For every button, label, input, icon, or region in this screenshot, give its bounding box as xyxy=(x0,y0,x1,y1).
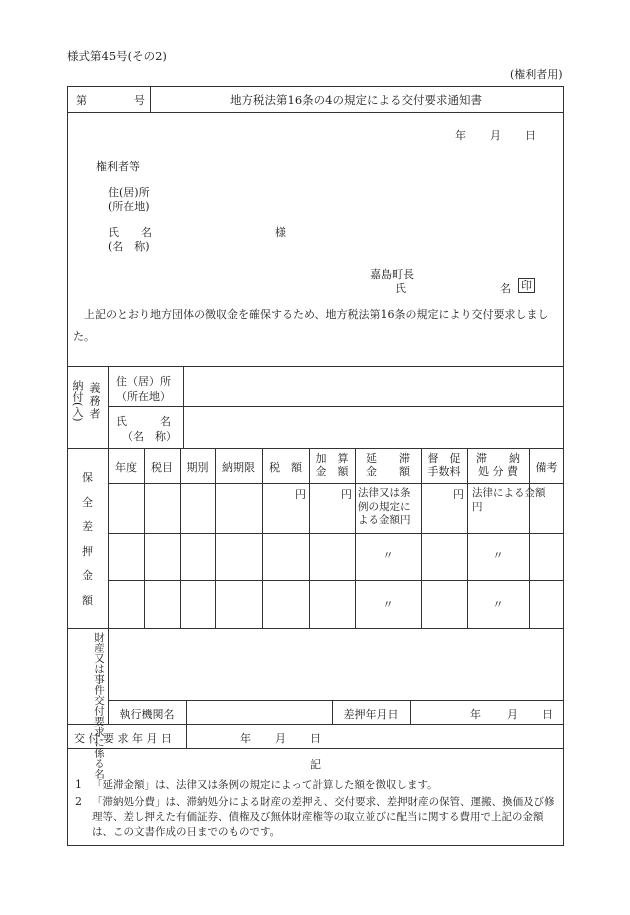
request-date-year: 年 xyxy=(240,732,251,745)
form-number: 様式第45号(その2) xyxy=(67,49,167,63)
rule xyxy=(529,448,530,628)
rule xyxy=(67,724,564,725)
rule xyxy=(150,86,151,112)
seal-mark xyxy=(518,278,535,293)
rule xyxy=(410,700,411,724)
rule xyxy=(67,628,564,629)
col-header-remarks: 備考 xyxy=(535,461,558,474)
agency-label: 執行機関名 xyxy=(119,708,175,721)
col-header-disposal-cost: 滞 納 処 分 費 xyxy=(476,452,520,478)
rule xyxy=(180,448,181,628)
seizure-char: 額 xyxy=(82,593,93,607)
usage-label: (権利者用) xyxy=(510,68,563,81)
payer-name-label: 氏 名 xyxy=(116,415,171,428)
property-label: 財産又は事件交付要求に係る名 xyxy=(93,632,105,779)
yen-reminder: 円 xyxy=(453,488,464,501)
rule xyxy=(67,112,564,113)
rule xyxy=(108,533,564,534)
ditto-mark: 〃 xyxy=(492,549,504,562)
rule xyxy=(108,580,564,581)
document-title: 地方税法第16条の4の規定による交付要求通知書 xyxy=(230,93,482,107)
recipient-address-sub: (所在地) xyxy=(108,200,150,213)
col-header-tax-amount: 税 額 xyxy=(269,461,302,474)
seizure-char: 差 xyxy=(82,520,93,533)
seizure-char: 押 xyxy=(82,544,93,558)
yen-additional: 円 xyxy=(341,488,352,501)
ditto-mark: 〃 xyxy=(492,598,504,611)
number-prefix: 第 xyxy=(76,94,87,107)
rule xyxy=(108,406,564,407)
note-2-text: 「滞納処分費」は、滞納処分による財産の差押え、交付要求、差押財産の保管、運搬、換価及び修理等、差し押えた有価証券、債権及び無体財産権等の取立並びに配当に関する費用で上記の金額は、この文書作成の日までのものです。 xyxy=(92,796,555,838)
seizure-char: 保 xyxy=(82,471,93,484)
rule xyxy=(108,700,564,701)
date-day: 日 xyxy=(525,129,536,142)
col-header-tax-item: 税目 xyxy=(151,461,173,474)
col-header-period: 期別 xyxy=(186,461,209,474)
rule xyxy=(262,448,263,628)
payer-label-a xyxy=(71,380,87,422)
date-month: 月 xyxy=(490,129,501,142)
honorific: 様 xyxy=(275,226,286,239)
ditto-mark: 〃 xyxy=(382,549,394,562)
rule xyxy=(183,366,184,448)
rule xyxy=(67,366,564,367)
ditto-mark: 〃 xyxy=(382,598,394,611)
note-2-number: 2 xyxy=(75,795,82,808)
request-date-day: 日 xyxy=(310,732,321,745)
body-text: 上記のとおり地方団体の徴収金を確保するため、地方税法第16条の規定により交付要求しました。 xyxy=(73,308,549,343)
rule xyxy=(215,448,216,628)
recipient-name-sub: (名 称) xyxy=(108,240,150,253)
payer-label-nyu: (入) xyxy=(71,402,84,422)
seizure-date-month: 月 xyxy=(507,708,518,721)
rule xyxy=(108,366,109,724)
note-1-number: 1 xyxy=(75,778,82,791)
payer-address-label: 住（居）所 xyxy=(116,375,171,388)
col-header-reminder-fee: 督 促 手数料 xyxy=(427,452,461,478)
seizure-date-day: 日 xyxy=(542,708,553,721)
payer-name-sub: （名 称） xyxy=(122,430,177,443)
number-suffix: 号 xyxy=(134,94,145,107)
rule xyxy=(67,748,564,749)
disposal-note: 法律による金額 円 xyxy=(472,487,546,513)
issuer-mei: 名 xyxy=(500,282,511,295)
yen-tax: 円 xyxy=(295,488,306,501)
seizure-char: 全 xyxy=(82,495,93,509)
payer-label-nofu: 納付 xyxy=(71,380,84,402)
seizure-char: 金 xyxy=(82,569,93,582)
delinquent-note: 法律又は条例の規定による金額円 xyxy=(358,487,411,526)
col-header-additional: 加 算 金 額 xyxy=(315,452,349,478)
col-header-delinquent: 延 滞 金 額 xyxy=(366,452,410,478)
col-header-due-date: 納期限 xyxy=(222,461,255,474)
issuer-shi: 氏 xyxy=(395,282,406,295)
payer-address-sub: （所在地） xyxy=(116,390,171,403)
rule xyxy=(144,448,145,628)
rule xyxy=(108,483,564,484)
recipient-label: 権利者等 xyxy=(96,160,140,173)
notes-heading: 記 xyxy=(310,758,321,771)
date-year: 年 xyxy=(455,129,466,142)
rule xyxy=(67,448,564,449)
payer-label-gimusha: 義務者 xyxy=(88,382,101,421)
request-date-label: 交 付 要 求 年 月 日 xyxy=(74,732,172,745)
seizure-group-label xyxy=(67,466,108,613)
seizure-date-label: 差押年月日 xyxy=(343,708,399,721)
col-header-year: 年度 xyxy=(115,461,137,474)
seizure-date-year: 年 xyxy=(470,708,481,721)
note-1-text: 「延滞金額」は、法律又は条例の規定によって計算した額を徴収します。 xyxy=(92,779,438,791)
issuer-title: 嘉島町長 xyxy=(370,268,414,281)
rule xyxy=(186,700,187,748)
request-date-month: 月 xyxy=(275,732,286,745)
seal-text: 印 xyxy=(518,278,535,293)
recipient-address-label: 住(居)所 xyxy=(108,186,150,199)
recipient-name-label: 氏 名 xyxy=(108,226,152,239)
